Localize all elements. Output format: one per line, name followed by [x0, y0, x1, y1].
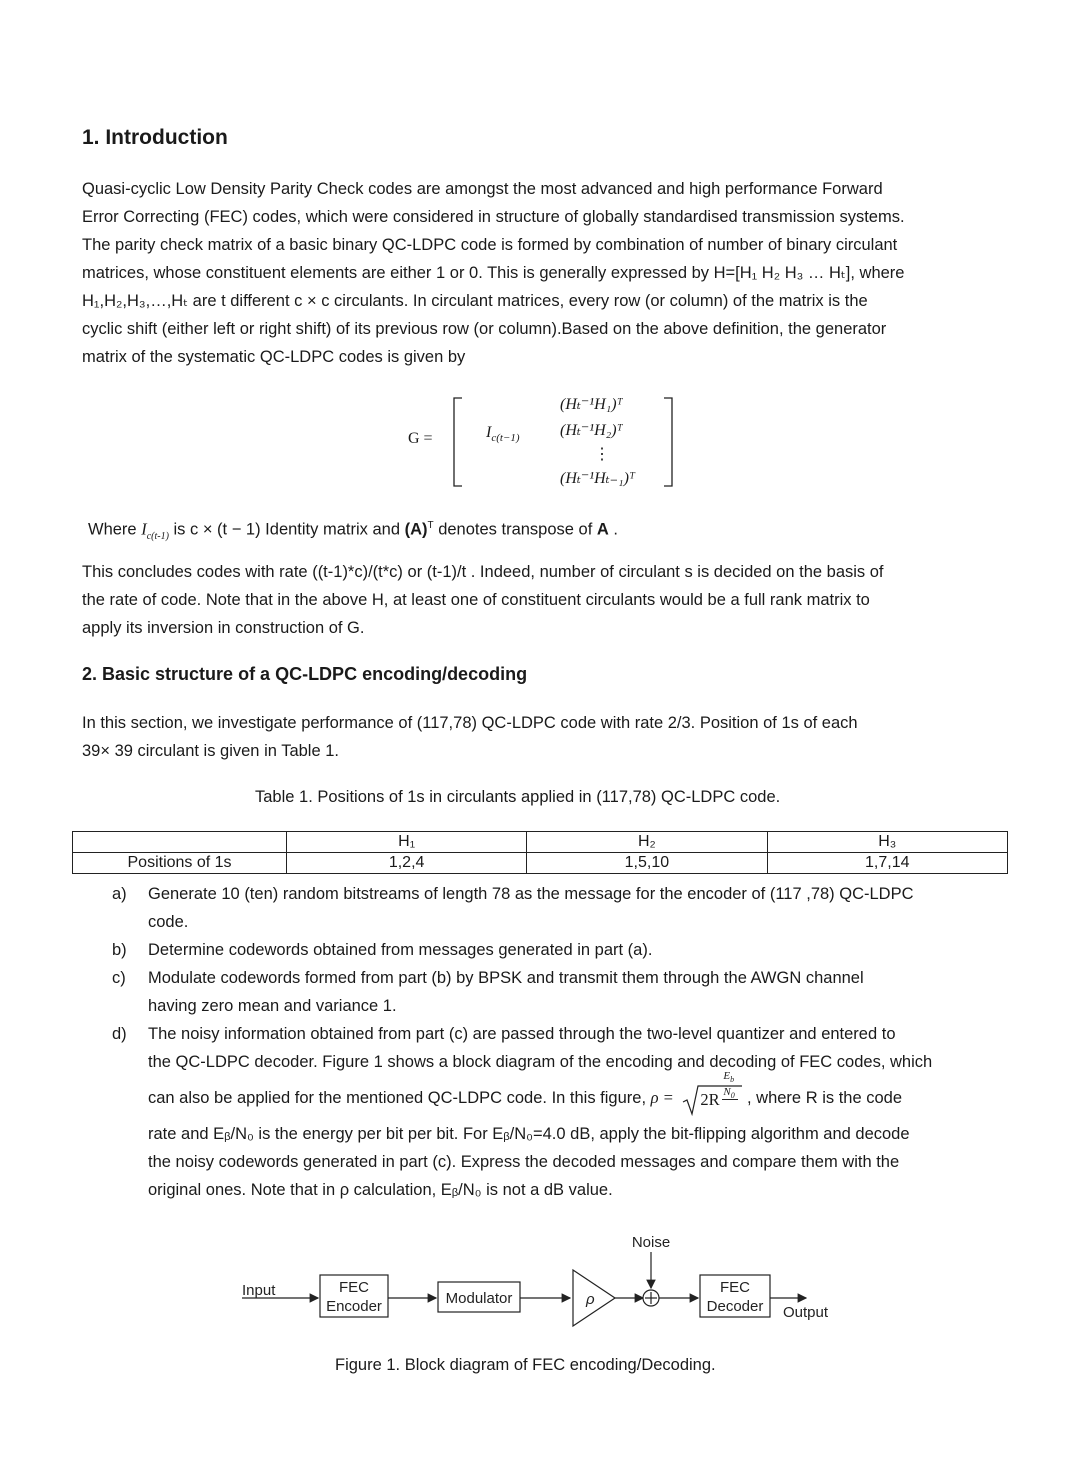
paragraph-line: the rate of code. Note that in the above H, at least one of constituent circulants would be a full rank matrix to: [82, 591, 870, 609]
matrix-row: (Hₜ⁻¹H₁)ᵀ: [560, 396, 623, 413]
circulant-positions-table: [72, 831, 1008, 874]
fec-encoder-label-1: FEC: [339, 1279, 369, 1296]
section-1-heading: 1. Introduction: [82, 126, 228, 149]
table-caption: Table 1. Positions of 1s in circulants applied in (117,78) QC-LDPC code.: [255, 788, 781, 806]
sqrt-expression: 2R $E_b$ $N_0$: [682, 1084, 742, 1114]
table-header-cell: H₁: [287, 832, 527, 853]
table-cell: 1,5,10: [527, 853, 767, 874]
list-item: c) Modulate codewords formed from part (b) by BPSK and transmit them through the AWGN channel having zero mean and variance 1.: [112, 969, 864, 1015]
output-label: Output: [783, 1304, 829, 1321]
vertical-ellipsis: ⋮: [594, 446, 610, 463]
paragraph-line: Quasi-cyclic Low Density Parity Check codes are amongst the most advanced and high performance Forward: [82, 180, 883, 198]
table-header-cell: H₂: [527, 832, 767, 853]
matrix-row: (Hₜ⁻¹Hₜ₋₁)ᵀ: [560, 470, 636, 487]
table-row: [73, 853, 1008, 874]
section-2-intro: [82, 709, 1012, 765]
paragraph-line: matrix of the systematic QC-LDPC codes is given by: [82, 348, 466, 366]
paragraph-line: matrices, whose constituent elements are either 1 or 0. This is generally expressed by H=[H₁ H₂ H₃ … Hₜ], where: [82, 264, 905, 282]
rho-label: ρ: [586, 1291, 595, 1308]
fec-block-diagram: [230, 1228, 850, 1338]
paragraph-line: apply its inversion in construction of G.: [82, 619, 365, 637]
modulator-label: Modulator: [445, 1290, 513, 1307]
list-item: b) Determine codewords obtained from messages generated in part (a).: [112, 941, 653, 959]
table-cell: 1,7,14: [767, 853, 1007, 874]
conclusion-paragraph: [82, 558, 1012, 642]
intro-paragraph: [82, 175, 1012, 371]
figure-caption: Figure 1. Block diagram of FEC encoding/Decoding.: [335, 1356, 716, 1374]
table-header-cell: [73, 832, 287, 853]
where-line: Where $I_{c(t-1)}$ is c × (t − 1) Identity matrix and $(A)^T$ denotes transpose of A .: [88, 519, 618, 542]
paragraph-line: Error Correcting (FEC) codes, which were considered in structure of globally standardised transmission systems.: [82, 208, 905, 226]
section-2-heading: 2. Basic structure of a QC-LDPC encoding/decoding: [82, 664, 528, 684]
list-item: a) Generate 10 (ten) random bitstreams of length 78 as the message for the encoder of (117 ,78) QC-LDPC code.: [112, 885, 914, 931]
table-cell: Positions of 1s: [73, 853, 287, 874]
fec-encoder-label-2: Encoder: [326, 1298, 382, 1315]
list-item: d) The noisy information obtained from part (c) are passed through the two-level quantizer and entered to the QC-LDPC decoder. Figure 1 shows a block diagram of the encoding and decoding of FEC codes, which can also be applied for the mentioned QC-LDPC code. In this figure, ρ = 2R $E_b$ $N_0$ , where R is the code rate and Eᵦ/N₀ is the energy per bit per bit. For Eᵦ/N₀=4.0 dB, apply the bit-flipping algorithm and decode the noisy codewords generated in part (c). Express the decoded messages and compare them with the original ones. Note that in ρ calculation, Eᵦ/N₀ is not a dB value.: [148, 1020, 1018, 1204]
paragraph-line: In this section, we investigate performance of (117,78) QC-LDPC code with rate 2/3. Position of 1s of each: [82, 714, 858, 732]
task-list: [112, 880, 1018, 1204]
generator-matrix-equation: [380, 388, 700, 498]
right-bracket: [660, 396, 680, 488]
paragraph-line: The parity check matrix of a basic binary QC-LDPC code is formed by combination of number of binary circulant: [82, 236, 898, 254]
table-header-row: [73, 832, 1008, 853]
fec-decoder-label-2: Decoder: [706, 1298, 764, 1315]
paragraph-line: cyclic shift (either left or right shift) of its previous row (or column).Based on the above definition, the generator: [82, 320, 887, 338]
paragraph-line: 39× 39 circulant is given in Table 1.: [82, 742, 339, 760]
table-cell: 1,2,4: [287, 853, 527, 874]
fec-decoder-label-1: FEC: [720, 1279, 750, 1296]
rho-formula-line: can also be applied for the mentioned QC-LDPC code. In this figure, ρ = 2R $E_b$ $N_0$ , where R is the code: [148, 1076, 1018, 1120]
table-header-cell: H₃: [767, 832, 1007, 853]
equation-lhs: G =: [408, 430, 433, 447]
paragraph-line: This concludes codes with rate ((t-1)*c)/(t*c) or (t-1)/t . Indeed, number of circulant s is decided on the basis of: [82, 563, 884, 581]
noise-label: Noise: [631, 1234, 671, 1251]
matrix-row: (Hₜ⁻¹H₂)ᵀ: [560, 422, 623, 439]
left-bracket: [448, 396, 468, 488]
identity-block: $I_{c(t-1)}$: [486, 424, 520, 445]
paragraph-line: H₁,H₂,H₃,…,Hₜ are t different c × c circulants. In circulant matrices, every row (or column) of the matrix is the: [82, 292, 868, 310]
input-label: Input: [242, 1282, 276, 1299]
